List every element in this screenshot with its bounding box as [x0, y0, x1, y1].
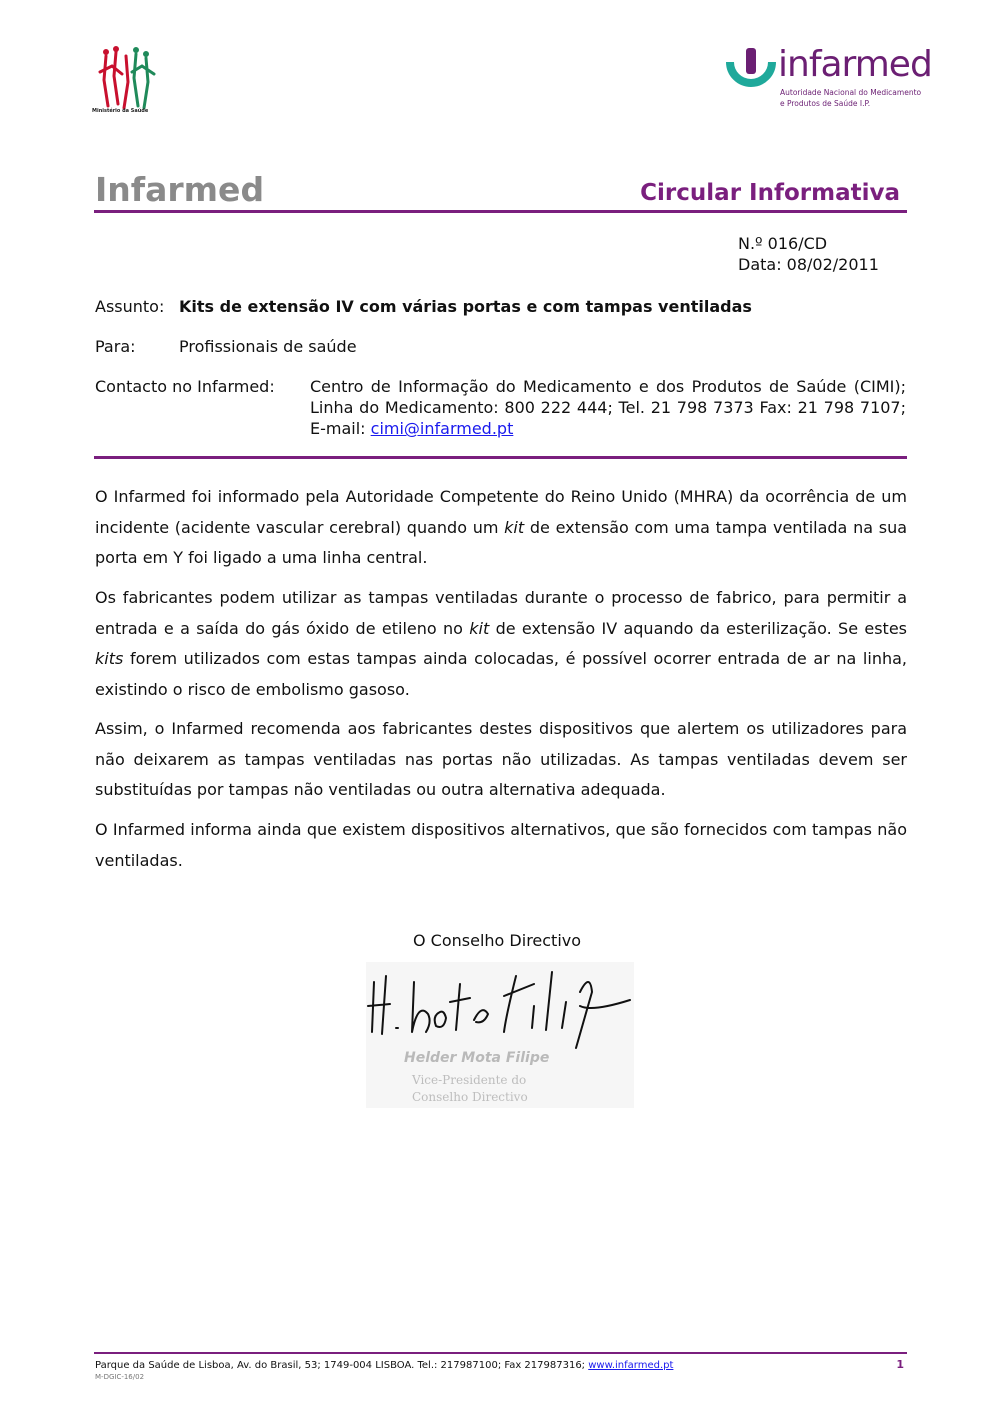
stamp-role-line1: Vice-Presidente do — [412, 1073, 527, 1087]
section-divider — [94, 456, 907, 459]
agency-subtitle-line1: Autoridade Nacional do Medicamento — [780, 88, 922, 97]
document-type: Circular Informativa — [640, 180, 900, 206]
p2-text-b: de extensão IV aquando da esterilização. Se estes — [489, 618, 908, 638]
stamp-role-line2: Conselho Directivo — [412, 1090, 528, 1104]
infarmed-logo-icon — [726, 46, 776, 96]
infarmed-wordmark: infarmed — [778, 44, 932, 85]
paragraph-2 — [95, 583, 907, 705]
contact-text: Centro de Informação do Medicamento e dos Produtos de Saúde (CIMI); Linha do Medicamento: 800 222 444; Tel. 21 798 7373 Fax: 21 798 7107; E-mail: — [310, 377, 906, 438]
paragraph-1 — [95, 482, 907, 574]
circular-number: N.º 016/CD — [738, 234, 828, 253]
p2-kits: kits — [95, 649, 124, 668]
footer-divider — [94, 1352, 907, 1354]
p2-text-a: Os fabricantes podem utilizar as tampas ventiladas durante o processo de fabrico, para permitir a entrada e a saída do gás óxido de etileno no — [95, 588, 907, 638]
contact-details — [310, 376, 906, 439]
circular-date: Data: 08/02/2011 — [738, 255, 879, 274]
contact-email-link[interactable]: cimi@infarmed.pt — [370, 419, 514, 438]
p1-kit: kit — [504, 517, 525, 537]
subject-value: Kits de extensão IV com várias portas e com tampas ventiladas — [179, 297, 752, 316]
footer-address — [95, 1360, 673, 1371]
p1-text-a: O Infarmed foi informado pela Autoridade Competente do Reino Unido (MHRA) da ocorrência de um incidente (acidente vascular cerebral) quando um — [95, 487, 907, 537]
recipient-label: Para: — [95, 337, 136, 356]
stamp-name: Helder Mota Filipe — [404, 1050, 550, 1066]
agency-subtitle-line2: e Produtos de Saúde I.P. — [780, 99, 871, 108]
paragraph-3: Assim, o Infarmed recomenda aos fabricantes destes dispositivos que alertem os utilizadores para não deixarem as tampas ventiladas nas portas não utilizadas. As tampas ventiladas devem ser substituídas por tampas não ventiladas ou outra alternativa adequada. — [95, 719, 907, 799]
header-divider — [94, 210, 907, 213]
council-signoff: O Conselho Directivo — [413, 931, 582, 950]
footer-website-link[interactable]: www.infarmed.pt — [588, 1360, 674, 1371]
contact-label: Contacto no Infarmed: — [95, 377, 275, 396]
page-number: 1 — [896, 1358, 904, 1371]
p2-text-c: forem utilizados com estas tampas ainda colocadas, é possível ocorrer entrada de ar na linha, existindo o risco de embolismo gasoso. — [95, 649, 907, 699]
subject-label: Assunto: — [95, 297, 165, 316]
handwritten-signature — [366, 962, 634, 1052]
paragraph-4: O Infarmed informa ainda que existem dispositivos alternativos, que são fornecidos com tampas não ventiladas. — [95, 820, 907, 870]
footer-address-text: Parque da Saúde de Lisboa, Av. do Brasil, 53; 1749-004 LISBOA. Tel.: 217987100; Fax 217987316; — [95, 1360, 589, 1371]
ministry-caption: Ministério da Saúde — [92, 108, 149, 114]
brand-title: Infarmed — [95, 170, 265, 209]
document-code: M-DGIC-16/02 — [95, 1373, 145, 1381]
p1-text-b: de extensão com uma tampa ventilada na sua porta em Y foi ligado a uma linha central. — [95, 517, 908, 567]
p2-kit: kit — [469, 618, 490, 638]
recipient-value: Profissionais de saúde — [179, 337, 357, 356]
